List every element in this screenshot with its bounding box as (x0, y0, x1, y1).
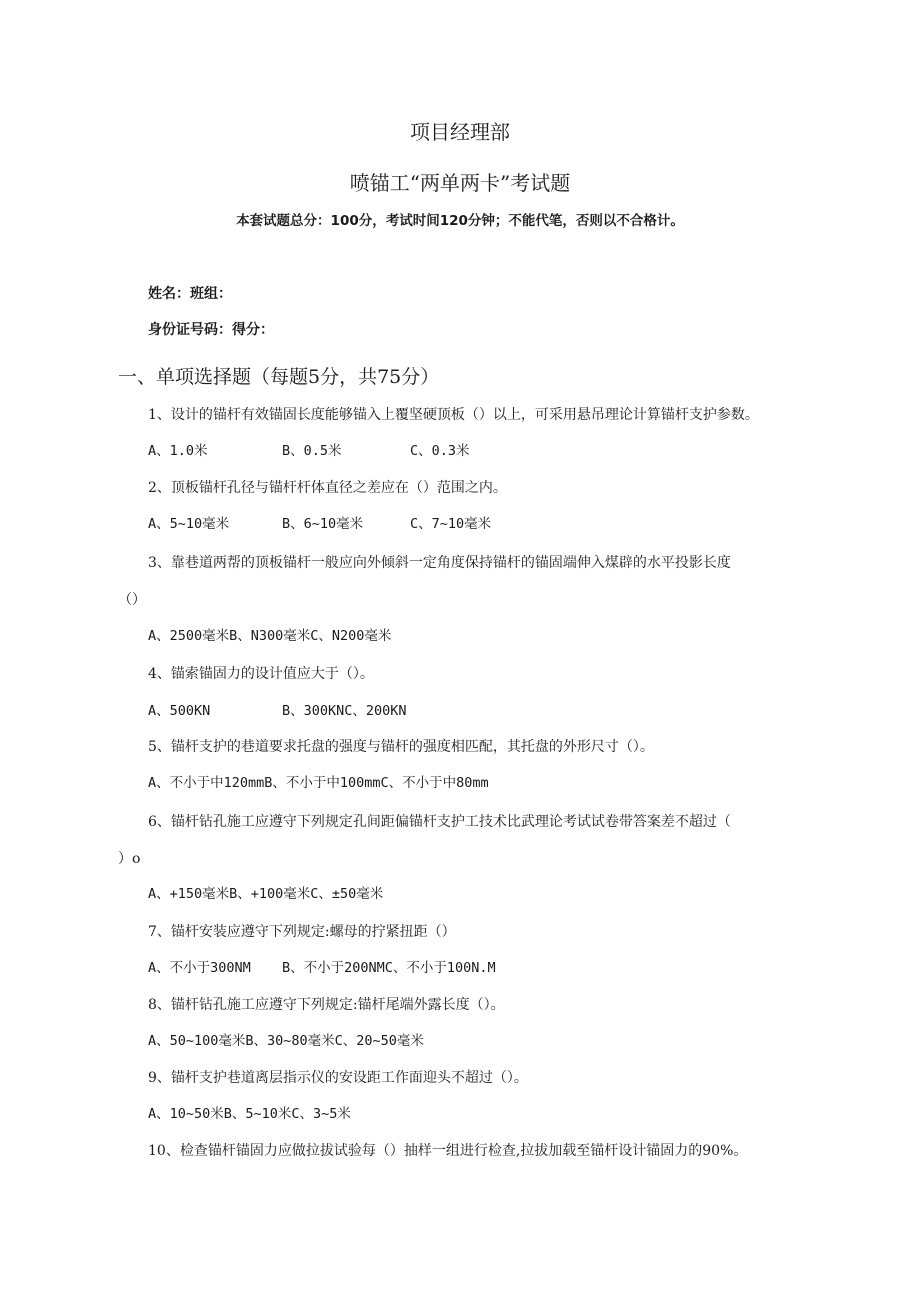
option-bc: B、300KNC、200KN (282, 703, 407, 719)
exam-title: 喷锚工“两单两卡”考试题 (349, 171, 571, 195)
question-1-options (148, 445, 470, 459)
question-2: 2、顶板锚杆孔径与锚杆杆体直径之差应在（）范围之内。 (148, 480, 507, 496)
option-a: A、500KN (148, 703, 211, 719)
question-9-options: A、10~50米B、5~10米C、3~5米 (148, 1106, 351, 1122)
option-b: B、6~10毫米 (282, 516, 364, 532)
option-a: A、1.0米 (148, 443, 208, 459)
section-heading: 一、单项选择题（每题5分，共75分） (118, 366, 440, 388)
department-title: 项目经理部 (410, 120, 510, 144)
id-score-field: 身份证号码：得分： (148, 322, 274, 338)
option-a: A、不小于300NM (148, 960, 251, 976)
question-3: 3、靠巷道两帮的顶板锚杆一般应向外倾斜一定角度保持锚杆的锚固端伸入煤辟的水平投影长度 (148, 555, 731, 571)
question-6-continued: ）o (118, 851, 141, 867)
question-9: 9、锚杆支护巷道离层指示仪的安设距工作面迎头不超过（）。 (148, 1070, 528, 1086)
option-bc: B、不小于200NMC、不小于100N.M (282, 960, 496, 976)
question-8: 8、锚杆钻孔施工应遵守下列规定:锚杆尾端外露长度（）。 (148, 997, 505, 1013)
question-5: 5、锚杆支护的巷道要求托盘的强度与锚杆的强度相匹配，其托盘的外形尺寸（）。 (148, 739, 654, 755)
option-c: C、0.3米 (410, 443, 470, 459)
question-7: 7、锚杆安装应遵守下列规定:螺母的拧紧扭距（） (148, 924, 456, 940)
exam-notice: 本套试题总分：100分，考试时间120分钟；不能代笔，否则以不合格计。 (236, 213, 684, 229)
question-3-continued: （） (118, 592, 146, 608)
question-10: 10、检查锚杆锚固力应做拉拔试验每（）抽样一组进行检查,拉拔加载至锚杆设计锚固力的90%。 (148, 1143, 748, 1159)
option-a: A、5~10毫米 (148, 516, 230, 532)
question-1: 1、设计的锚杆有效锚固长度能够锚入上覆坚硬顶板（）以上，可采用悬吊理论计算锚杆支护参数。 (148, 407, 759, 423)
question-3-options: A、2500毫米B、N300毫米C、N200毫米 (148, 628, 392, 644)
name-group-field: 姓名：班组： (148, 286, 232, 302)
question-2-options (148, 518, 491, 532)
option-c: C、7~10毫米 (410, 516, 492, 532)
question-6: 6、锚杆钻孔施工应遵守下列规定孔间距偏锚杆支护工技术比武理论考试试卷带答案差不超过（ (148, 814, 731, 830)
question-6-options: A、+150毫米B、+100毫米C、±50毫米 (148, 886, 384, 902)
question-8-options: A、50~100毫米B、30~80毫米C、20~50毫米 (148, 1033, 424, 1049)
question-7-options (148, 962, 496, 976)
question-4: 4、锚索锚固力的设计值应大于（）。 (148, 666, 374, 682)
question-4-options (148, 705, 407, 719)
option-b: B、0.5米 (282, 443, 342, 459)
question-5-options: A、不小于中120mmB、不小于中100mmC、不小于中80mm (148, 775, 489, 791)
